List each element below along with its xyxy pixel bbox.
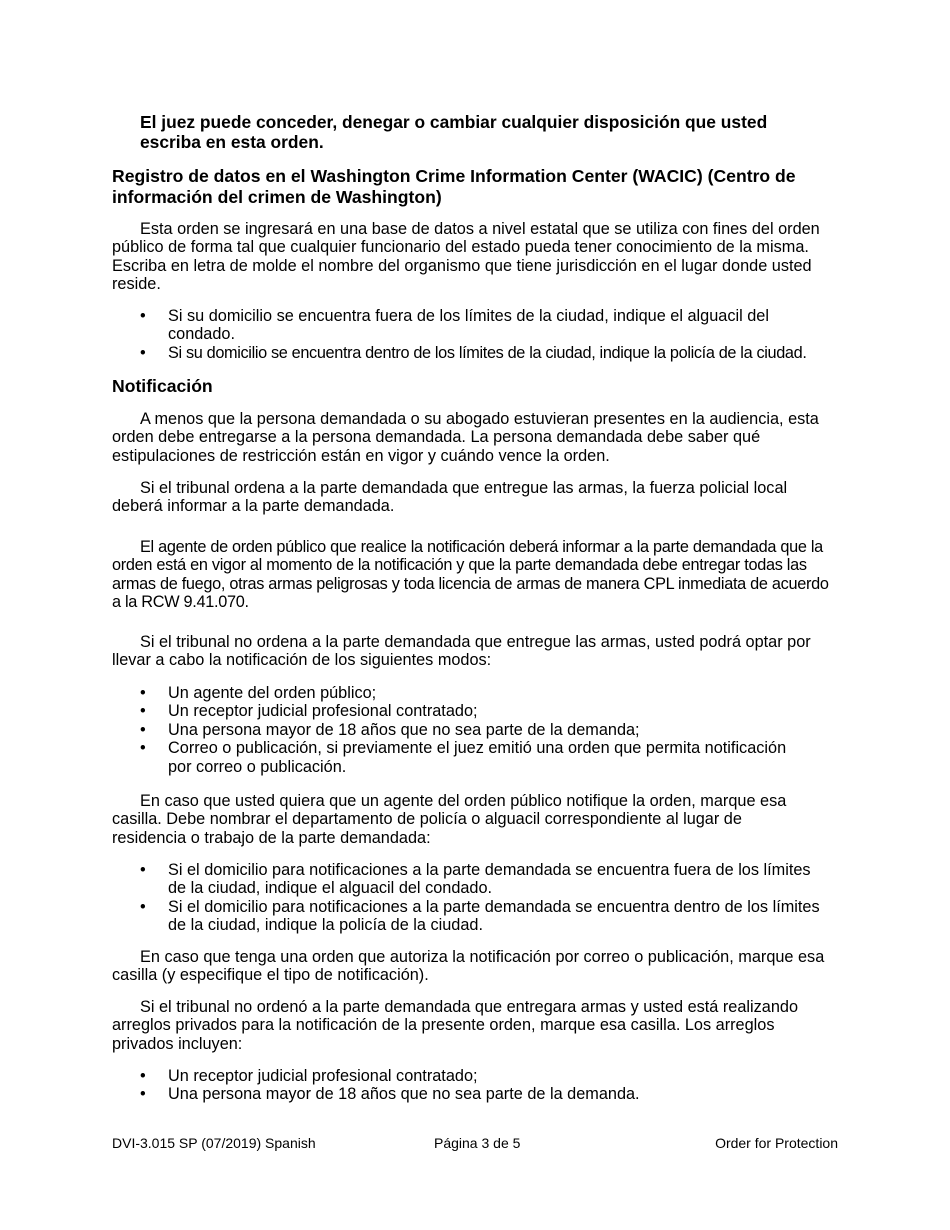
list-item: • Si su domicilio se encuentra fuera de los límites de la ciudad, indique el alguacil del condado.: [140, 307, 769, 344]
list-item: • Si el domicilio para notificaciones a la parte demandada se encuentra dentro de los límites de la ciudad, indique la policía de la ciudad.: [140, 897, 820, 935]
list-item: • Un receptor judicial profesional contratado;: [140, 702, 478, 721]
service-methods-list: [112, 684, 792, 776]
list-item: • Si su domicilio se encuentra dentro de los límites de la ciudad, indique la policía de la ciudad.: [140, 343, 807, 362]
wacic-paragraph: Esta orden se ingresará en una base de datos a nivel estatal que se utiliza con fines del orden público de forma tal que cualquier funcionario del estado pueda tener conocimiento de la misma. Escriba en letra de molde el nombre del organismo que tiene jurisdicción en el lugar donde usted reside.: [112, 220, 820, 294]
list-item: • Un agente del orden público;: [140, 684, 377, 702]
notificacion-paragraph-3: El agente de orden público que realice la notificación deberá informar a la parte demandada que la orden está en vigor al momento de la notificación y que la parte demandada debe entregar todas las armas de fuego, otras armas peligrosas y toda licencia de armas de manera CPL inmediata de acuerdo a la RCW 9.41.070.: [112, 538, 829, 612]
list-item: • Si el domicilio para notificaciones a la parte demandada se encuentra fuera de los límites de la ciudad, indique el alguacil del condado.: [140, 861, 811, 898]
private-arrangements-list: [112, 1067, 792, 1104]
footer-form-title: Order for Protection: [715, 1135, 838, 1151]
notificacion-paragraph-1: A menos que la persona demandada o su abogado estuvieran presentes en la audiencia, esta orden debe entregarse a la persona demandada. La persona demandada debe saber qué estipulaciones de restricción están en vigor y cuándo vence la orden.: [112, 410, 819, 465]
footer-page-number: Página 3 de 5: [434, 1135, 521, 1151]
notificacion-paragraph-2: Si el tribunal ordena a la parte demandada que entregue las armas, la fuerza policial local deberá informar a la parte demandada.: [112, 479, 788, 516]
list-item: • Una persona mayor de 18 años que no sea parte de la demanda.: [140, 1085, 640, 1104]
notificacion-paragraph-6: En caso que tenga una orden que autoriza la notificación por correo o publicación, marque esa casilla (y especifique el tipo de notificación).: [112, 948, 825, 985]
notificacion-paragraph-5: En caso que usted quiera que un agente del orden público notifique la orden, marque esa casilla. Debe nombrar el departamento de policía o alguacil correspondiente al lugar de residencia o trabajo de la parte demandada:: [112, 792, 787, 847]
notificacion-heading: Notificación: [112, 376, 213, 396]
list-item: • Un receptor judicial profesional contratado;: [140, 1067, 478, 1085]
list-item: • Una persona mayor de 18 años que no sea parte de la demanda;: [140, 720, 640, 739]
police-jurisdiction-list: [112, 861, 822, 935]
notificacion-paragraph-4: Si el tribunal no ordena a la parte demandada que entregue las armas, usted podrá optar por llevar a cabo la notificación de los siguientes modos:: [112, 633, 811, 670]
wacic-heading: Registro de datos en el Washington Crime Information Center (WACIC) (Centro de información del crimen de Washington): [112, 166, 796, 207]
judge-disclaimer: El juez puede conceder, denegar o cambiar cualquier disposición que usted escriba en esta orden.: [140, 112, 768, 152]
notificacion-paragraph-7: Si el tribunal no ordenó a la parte demandada que entregara armas y usted está realizando arreglos privados para la notificación de la presente orden, marque esa casilla. Los arreglos privados incluyen:: [112, 998, 799, 1053]
footer-form-id: DVI-3.015 SP (07/2019) Spanish: [112, 1135, 316, 1151]
wacic-bullet-list: [112, 307, 812, 362]
list-item: • Correo o publicación, si previamente el juez emitió una orden que permita notificación por correo o publicación.: [140, 739, 787, 776]
